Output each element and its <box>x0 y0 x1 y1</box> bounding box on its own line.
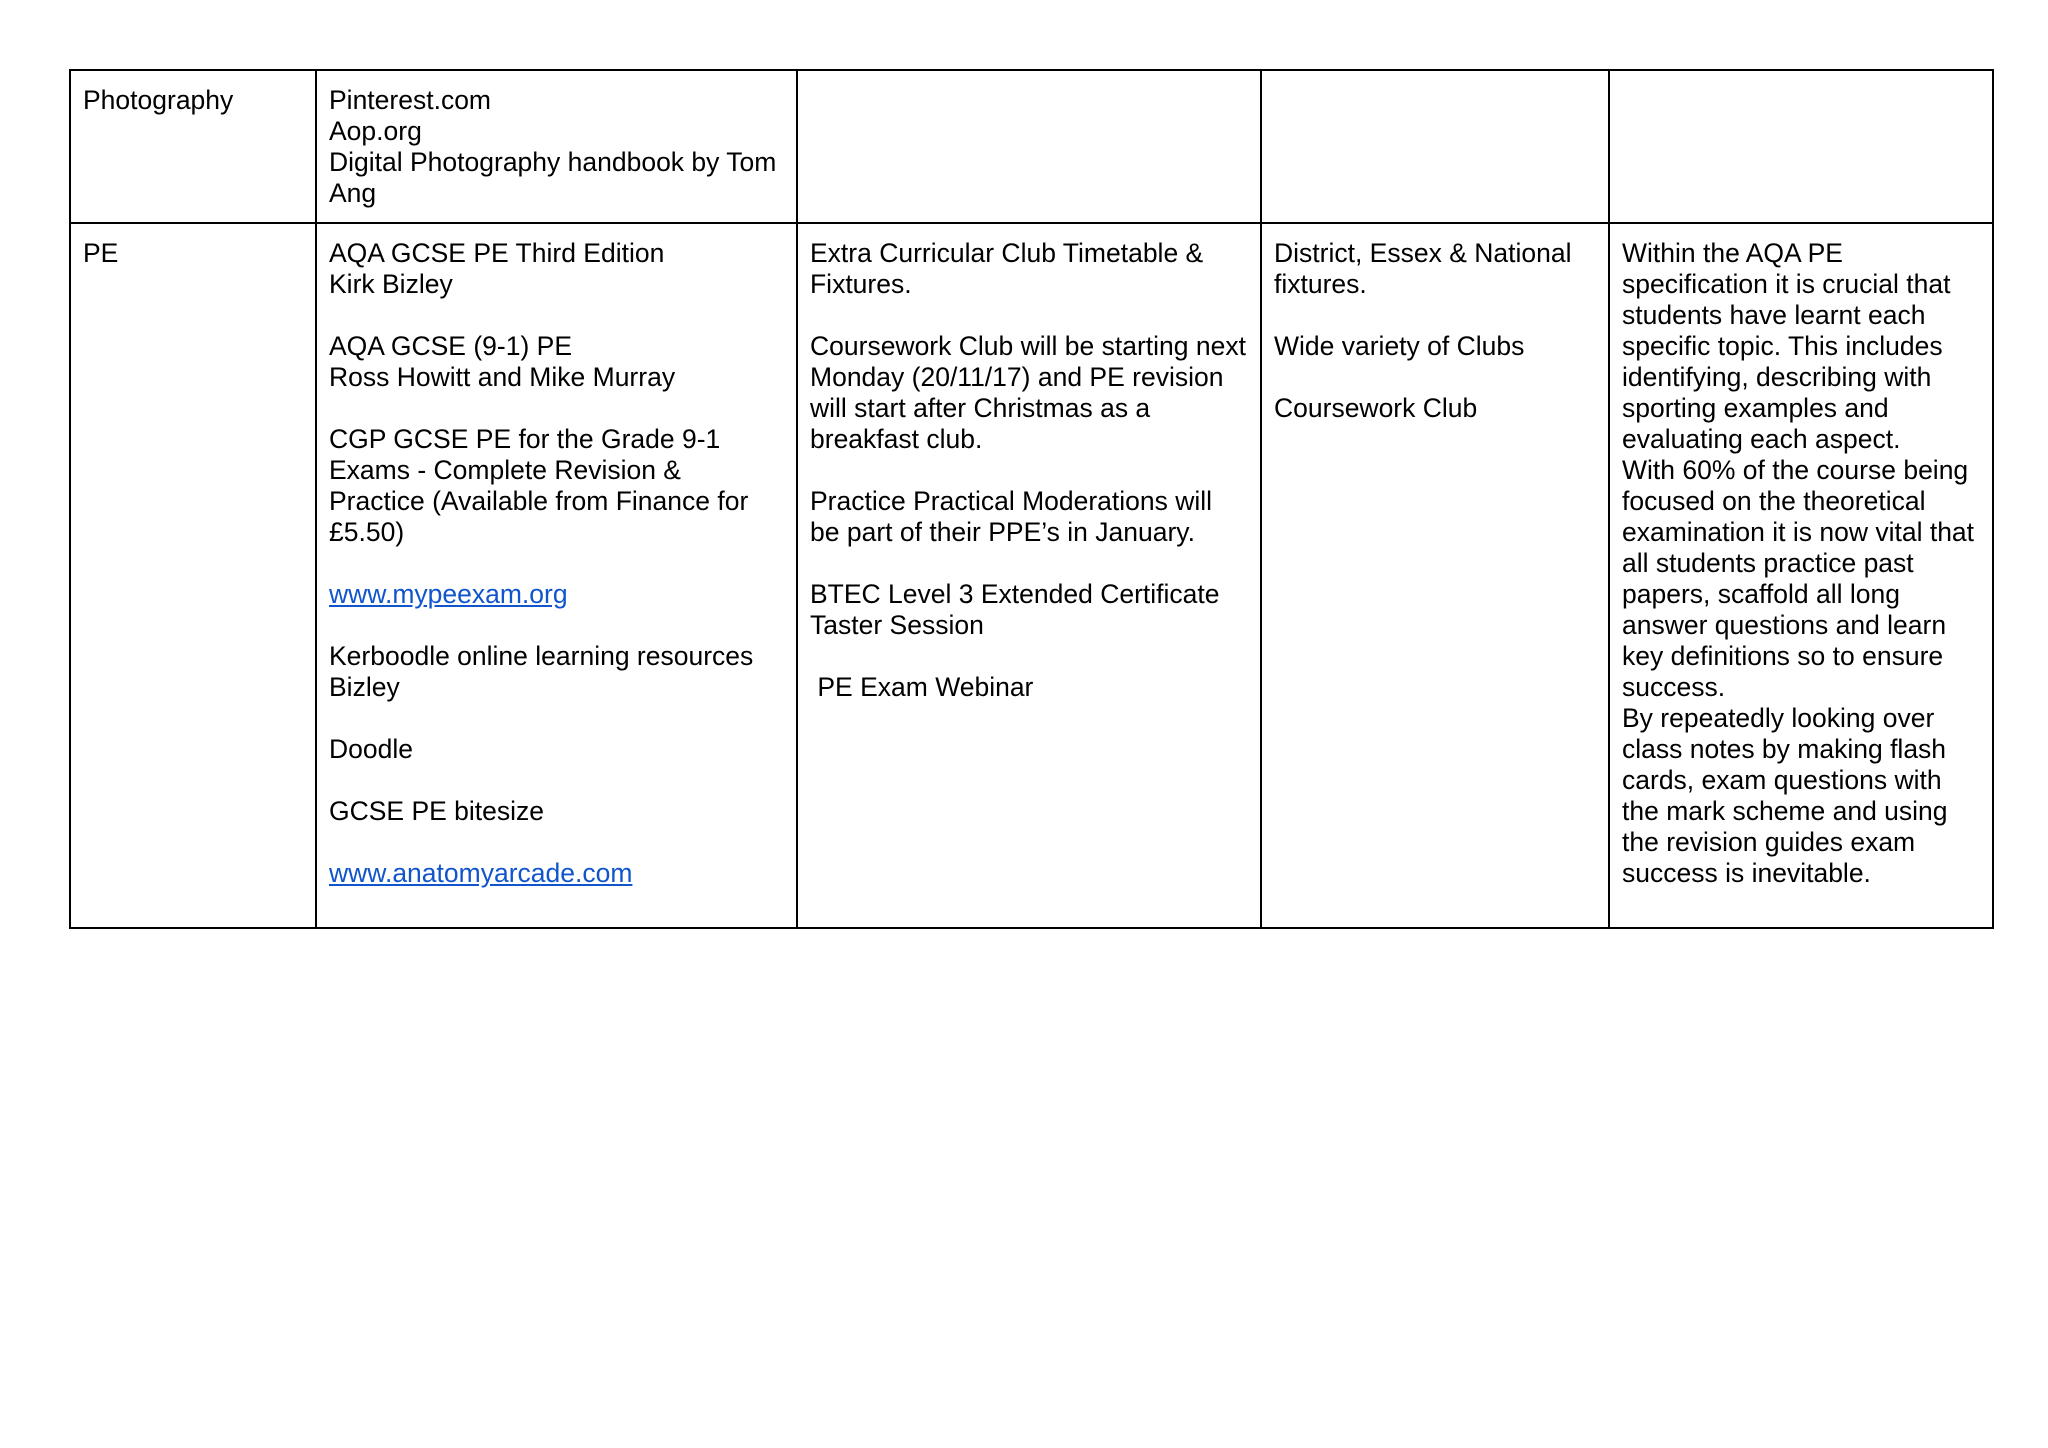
activity-item: Coursework Club will be starting next Monday (20/11/17) and PE revision will start after Christmas as a breakfast club. <box>810 331 1254 454</box>
mypeexam-link[interactable]: www.mypeexam.org <box>329 579 568 609</box>
clubs-cell <box>1261 70 1609 223</box>
resource-book: CGP GCSE PE for the Grade 9-1 Exams - Complete Revision & Practice (Available from Finance for £5.50) <box>329 424 756 547</box>
activities-cell <box>797 223 1261 928</box>
subject-cell <box>70 223 316 928</box>
club-item: Coursework Club <box>1274 393 1478 423</box>
table-row-photography <box>70 70 1993 223</box>
resource-book-title: AQA GCSE (9-1) PE <box>329 331 572 361</box>
subject-resources-table <box>69 69 1994 929</box>
advice-paragraph: With 60% of the course being focused on the theoretical examination it is now vital that all students practice past papers, scaffold all long answer questions and learn key definitions so to ensure success. <box>1622 455 1982 702</box>
advice-paragraph: Within the AQA PE specification it is crucial that students have learnt each specific topic. This includes identifying, describing with sporting examples and evaluating each aspect. <box>1622 238 1958 454</box>
club-item: District, Essex & National fixtures. <box>1274 238 1579 299</box>
resource-bitesize: GCSE PE bitesize <box>329 796 545 826</box>
clubs-cell <box>1261 223 1609 928</box>
anatomyarcade-link[interactable]: www.anatomyarcade.com <box>329 858 633 888</box>
resource-item: Digital Photography handbook by Tom Ang <box>329 147 783 208</box>
resource-doodle: Doodle <box>329 734 413 764</box>
subject-name: PE <box>83 238 119 268</box>
resources-cell <box>316 223 797 928</box>
resource-item: Aop.org <box>329 116 422 146</box>
resource-book-author: Ross Howitt and Mike Murray <box>329 362 676 392</box>
activity-item: Extra Curricular Club Timetable & Fixtures. <box>810 238 1211 299</box>
table-row-pe <box>70 223 1993 928</box>
advice-paragraph: By repeatedly looking over class notes by making flash cards, exam questions with the mark scheme and using the revision guides exam success is inevitable. <box>1622 703 1955 888</box>
activity-item: Practice Practical Moderations will be part of their PPE’s in January. <box>810 486 1220 547</box>
activity-item: BTEC Level 3 Extended Certificate Taster Session <box>810 579 1227 640</box>
resources-cell <box>316 70 797 223</box>
club-item: Wide variety of Clubs <box>1274 331 1525 361</box>
resource-kerboodle: Kerboodle online learning resources Bizley <box>329 641 761 702</box>
subject-name: Photography <box>83 85 234 115</box>
advice-cell <box>1609 70 1993 223</box>
activity-item: PE Exam Webinar <box>810 672 1034 702</box>
subject-cell <box>70 70 316 223</box>
resource-book-title: AQA GCSE PE Third Edition <box>329 238 665 268</box>
advice-cell <box>1609 223 1993 928</box>
resource-item: Pinterest.com <box>329 85 492 115</box>
resource-book-author: Kirk Bizley <box>329 269 453 299</box>
activities-cell <box>797 70 1261 223</box>
